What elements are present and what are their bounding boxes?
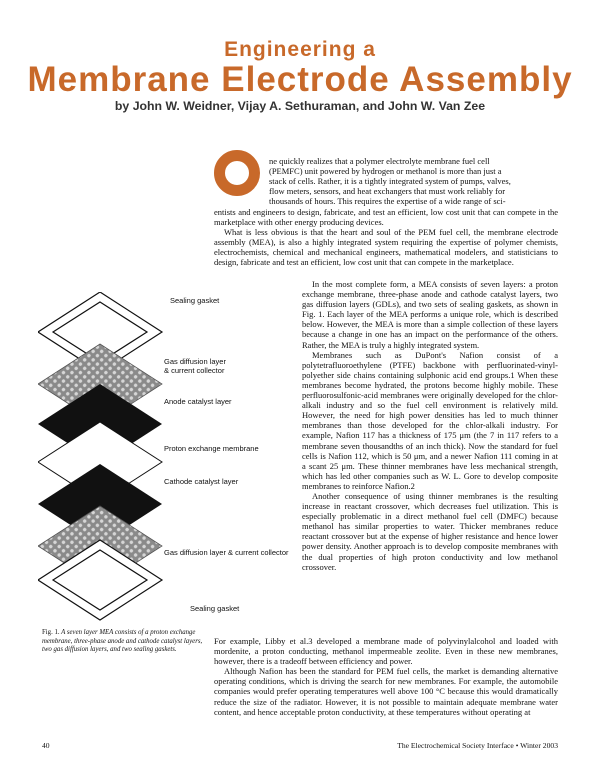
caption-label: Fig. 1. xyxy=(42,629,60,636)
journal-footer: The Electrochemical Society Interface • Winter 2003 xyxy=(397,741,558,750)
right-paragraph-3: Another consequence of using thinner membranes is the resulting increase in reactant crossover, which decreases fuel utilization. This is especially problematic in a direct methanol fuel cell (DMFC) because methanol has similar properties to water. Thicker membranes reduce reactant crossover but at the expense of higher resistance and hence lower power density. Another approach is to develop composite membranes with the dual properties of high proton conductivity and low methanol crossover. xyxy=(302,490,558,572)
intro-line: thousands of hours. This requires the expertise of a wide range of sci- xyxy=(269,196,506,207)
intro-line: (PEMFC) unit powered by hydrogen or methanol is more than just a xyxy=(269,166,502,177)
intro-body xyxy=(214,207,558,268)
right-paragraph-2: Membranes such as DuPont's Nafion consist of a polytetrafluoroethylene (PTFE) backbone with perfluorinated-vinyl-polyether side chains containing sulphonic acid end groups.1 When these membranes become hydrated, the protons become highly mobile. These perfluorosulfonic-acid membranes were originally developed for the chlor-alkali industry and so the fuel cell environment is relatively mild. However, the need for high power densities has led to much thinner membranes than those developed for the chlor-alkali industry. For example, Nafion 117 has a thickness of 175 μm (the 7 in 117 refers to a membrane seven thousandths of an inch thick). Now the standard for fuel cells is Nafion 112, which is 50 μm, and a newer Nafion 111 coming in at a scant 25 μm. These thinner membranes have less mechanical strength, which has led other companies such as W. L. Gore to develop composite membranes to reinforce Nafion.2 xyxy=(302,349,558,491)
intro-continuation: entists and engineers to design, fabricate, and test an efficient, low cost unit that can compete in the marketplace with other energy producing devices. xyxy=(214,207,558,228)
bottom-paragraph-2: Although Nafion has been the standard for PEM fuel cells, the market is demanding alternative operating conditions, which is driving the search for new membranes. For example, the automobile companies would prefer operating temperatures well above 100 °C because this would dramatically reduce the size of the radiator. However, it is not possible to maintain adequate membrane water content, and hence acceptable proton conductivity, at these temperatures without operating at xyxy=(214,666,558,717)
label-gdl-top-2: & current collector xyxy=(164,366,225,375)
bottom-paragraph-1: For example, Libby et al.3 developed a membrane made of polyvinylalcohol and loaded with mordenite, a proton conducting, methanol impermeable zeolite. Even in these new membranes, however, there is a tradeoff between efficiency and power. xyxy=(214,636,558,667)
article-title: Membrane Electrode Assembly xyxy=(27,60,573,99)
page-number: 40 xyxy=(42,741,50,750)
intro-paragraph-2: What is less obvious is that the heart and soul of the PEM fuel cell, the membrane electrode assembly (MEA), is also a highly integrated system requiring the expertise of polymer chemists, electrochemists, chemical and mechanical engineers, mathematical modelers, and statisticians to design, fabricate and test an efficient, low cost unit that can compete in the marketplace. xyxy=(214,227,558,268)
mea-figure xyxy=(38,292,318,622)
kicker: Engineering a xyxy=(224,38,376,61)
drop-cap-o xyxy=(214,150,260,196)
caption-text: A seven layer MEA consists of a proton exchange membrane, three-phase anode and cathode catalyst layers, two gas diffusion layers, and two sealing gaskets. xyxy=(42,629,203,654)
bottom-text xyxy=(214,636,558,717)
label-cathode-catalyst: Cathode catalyst layer xyxy=(164,477,239,486)
label-anode-catalyst: Anode catalyst layer xyxy=(164,397,232,406)
intro-line: ne quickly realizes that a polymer electrolyte membrane fuel cell xyxy=(269,156,490,166)
authors: by John W. Weidner, Vijay A. Sethuraman, and John W. Van Zee xyxy=(114,99,486,113)
right-column xyxy=(302,279,558,572)
label-sealing-gasket-top: Sealing gasket xyxy=(170,296,220,305)
right-paragraph-1: In the most complete form, a MEA consists of seven layers: a proton exchange membrane, three-phase anode and cathode catalyst layers, two gas diffusion layers (GDLs), and two sets of sealing gaskets, as shown in Fig. 1. Each layer of the MEA performs a unique role, which is described below. However, the MEA is more than a simple collection of these layers because a change in one has an impact on the performance of the others. Rather, the MEA is truly a highly integrated system. xyxy=(302,279,558,350)
intro-line: stack of cells. Rather, it is a tightly integrated system of pumps, valves, xyxy=(269,176,511,187)
figure-labels xyxy=(164,296,289,613)
label-sealing-gasket-bottom: Sealing gasket xyxy=(190,604,240,613)
figure-caption xyxy=(42,629,207,655)
intro-lines xyxy=(269,156,558,206)
label-proton-membrane: Proton exchange membrane xyxy=(164,444,259,453)
label-gdl-top-1: Gas diffusion layer xyxy=(164,357,226,366)
label-gdl-bottom: Gas diffusion layer & current collector xyxy=(164,548,289,557)
intro-line: flow meters, sensors, and heat exchangers that must work reliably for xyxy=(269,186,506,197)
